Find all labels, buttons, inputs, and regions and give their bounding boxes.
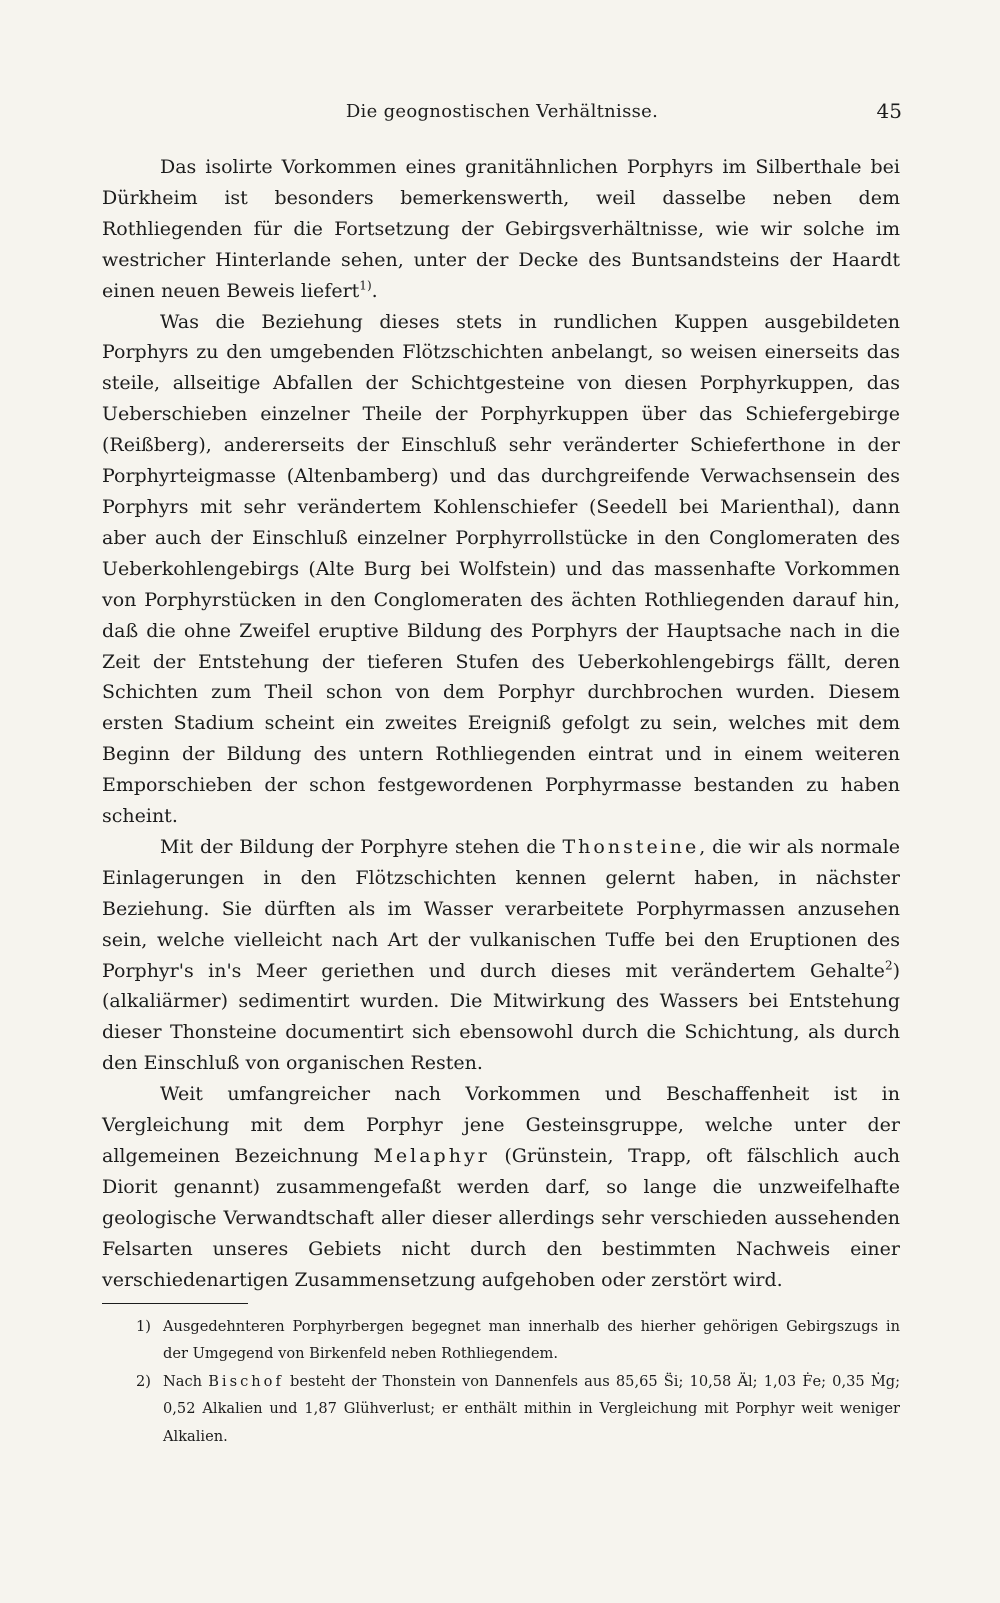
footnote-mark: 1) bbox=[136, 1318, 151, 1335]
paragraph-3 bbox=[102, 832, 900, 1079]
footnote-divider bbox=[102, 1303, 248, 1304]
paragraph-text: ) (alkaliärmer) sedimentirt wurden. Die Mitwirkung des Wassers bei Entstehung dieser Thonsteine documentirt sich ebensowohl durch die Schichtung, als durch den Einschluß von organischen Resten. bbox=[102, 959, 900, 1075]
page-header bbox=[102, 101, 902, 131]
paragraph-text-tail: . bbox=[371, 279, 378, 302]
footnotes bbox=[136, 1313, 900, 1450]
emphasized-term: Thonsteine bbox=[562, 835, 700, 858]
paragraph-1 bbox=[102, 152, 900, 307]
paragraph-2 bbox=[102, 307, 900, 832]
running-title: Die geognostischen Verhältnisse. bbox=[345, 101, 659, 122]
footnote-ref[interactable]: 1) bbox=[359, 278, 372, 293]
footnote-ref[interactable]: 2 bbox=[884, 958, 893, 973]
paragraph-4 bbox=[102, 1079, 900, 1295]
emphasized-term: Melaphyr bbox=[373, 1145, 490, 1167]
paragraph-text: , die wir als normale Einlagerungen in den Flötzschichten kennen gelernt haben, in nächster Beziehung. Sie dürften als im Wasser verarbeitete Porphyrmassen anzusehen sein, welche vielleicht nach Art der vulkanischen Tuffe bei den Eruptionen des Porphyr's in's Meer geriethen und durch dieses mit verändertem Gehalte bbox=[102, 835, 901, 982]
footnote-2 bbox=[136, 1368, 900, 1450]
footnote-1 bbox=[136, 1313, 900, 1368]
author-name: Bischof bbox=[208, 1372, 284, 1390]
paragraph-text: Weit umfangreicher nach Vorkommen und Beschaffenheit ist in Vergleichung mit dem Porphyr jene Gesteinsgruppe, welche unter der allgemeinen Bezeichnung bbox=[102, 1083, 900, 1167]
footnote-text: Ausgedehnteren Porphyrbergen begegnet man innerhalb des hierher gehörigen Gebirgszugs in der Umgegend von Birkenfeld neben Rothliegendem. bbox=[163, 1318, 900, 1363]
page-number: 45 bbox=[876, 99, 902, 123]
main-text bbox=[102, 152, 900, 1296]
paragraph-text: Mit der Bildung der Porphyre stehen die bbox=[160, 835, 556, 858]
footnote-text: Nach bbox=[163, 1372, 203, 1390]
paragraph-text: Das isolirte Vorkommen eines granitähnlichen Porphyrs im Silberthale bei Dürkheim ist besonders bemerkenswerth, weil dasselbe neben dem Rothliegenden für die Fortsetzung der Gebirgsverhältnisse, wie wir solche im westricher Hinterlande sehen, unter der Decke des Buntsandsteins der Haardt einen neuen Beweis liefert bbox=[102, 156, 900, 302]
footnote-mark: 2) bbox=[136, 1372, 151, 1390]
paragraph-text: Was die Beziehung dieses stets in rundlichen Kuppen ausgebildeten Porphyrs zu den umgebenden Flötzschichten anbelangt, so weisen einerseits das steile, allseitige Abfallen der Schichtgesteine von diesen Porphyrkuppen, das Ueberschieben einzelner Theile der Porphyrkuppen über das Schiefergebirge (Reißberg), andererseits der Einschluß sehr veränderter Schieferthone in der Porphyrteigmasse (Altenbamberg) und das durchgreifende Verwachsensein des Porphyrs mit sehr verändertem Kohlenschiefer (Seedell bei Marienthal), dann aber auch der Einschluß einzelner Porphyrrollstücke in den Conglomeraten des Ueberkohlengebirgs (Alte Burg bei Wolfstein) und das massenhafte Vorkommen von Porphyrstücken in den Conglomeraten des ächten Rothliegenden darauf hin, daß die ohne Zweifel eruptive Bildung des Porphyrs der Hauptsache nach in die Zeit der Entstehung der tieferen Stufen des Ueberkohlengebirgs fällt, deren Schichten zum Theil schon von dem Porphyr durchbrochen wurden. Diesem ersten Stadium scheint ein zweites Ereigniß gefolgt zu sein, welches mit dem Beginn der Bildung des untern Rothliegenden eintrat und in einem weiteren Emporschieben der schon festgewordenen Porphyrmasse bestanden zu haben scheint. bbox=[102, 310, 900, 828]
paragraph-text: (Grünstein, Trapp, oft fälschlich auch Diorit genannt) zusammengefaßt werden darf, so lange die unzweifelhafte geologische Verwandtschaft aller dieser allerdings sehr verschieden aussehenden Felsarten unseres Gebiets nicht durch den bestimmten Nachweis einer verschiedenartigen Zusammensetzung aufgehoben oder zerstört wird. bbox=[102, 1145, 901, 1291]
footnote-text: besteht der Thonstein von Dannenfels aus 85,65 S̈i; 10,58 Ä̶l; 1,03 Ḟe; 0,35 Ṁg; 0,52 Alkalien und 1,87 Glühverlust; er enthält mithin in Vergleichung mit Porphyr weit weniger Alkalien. bbox=[163, 1372, 901, 1445]
